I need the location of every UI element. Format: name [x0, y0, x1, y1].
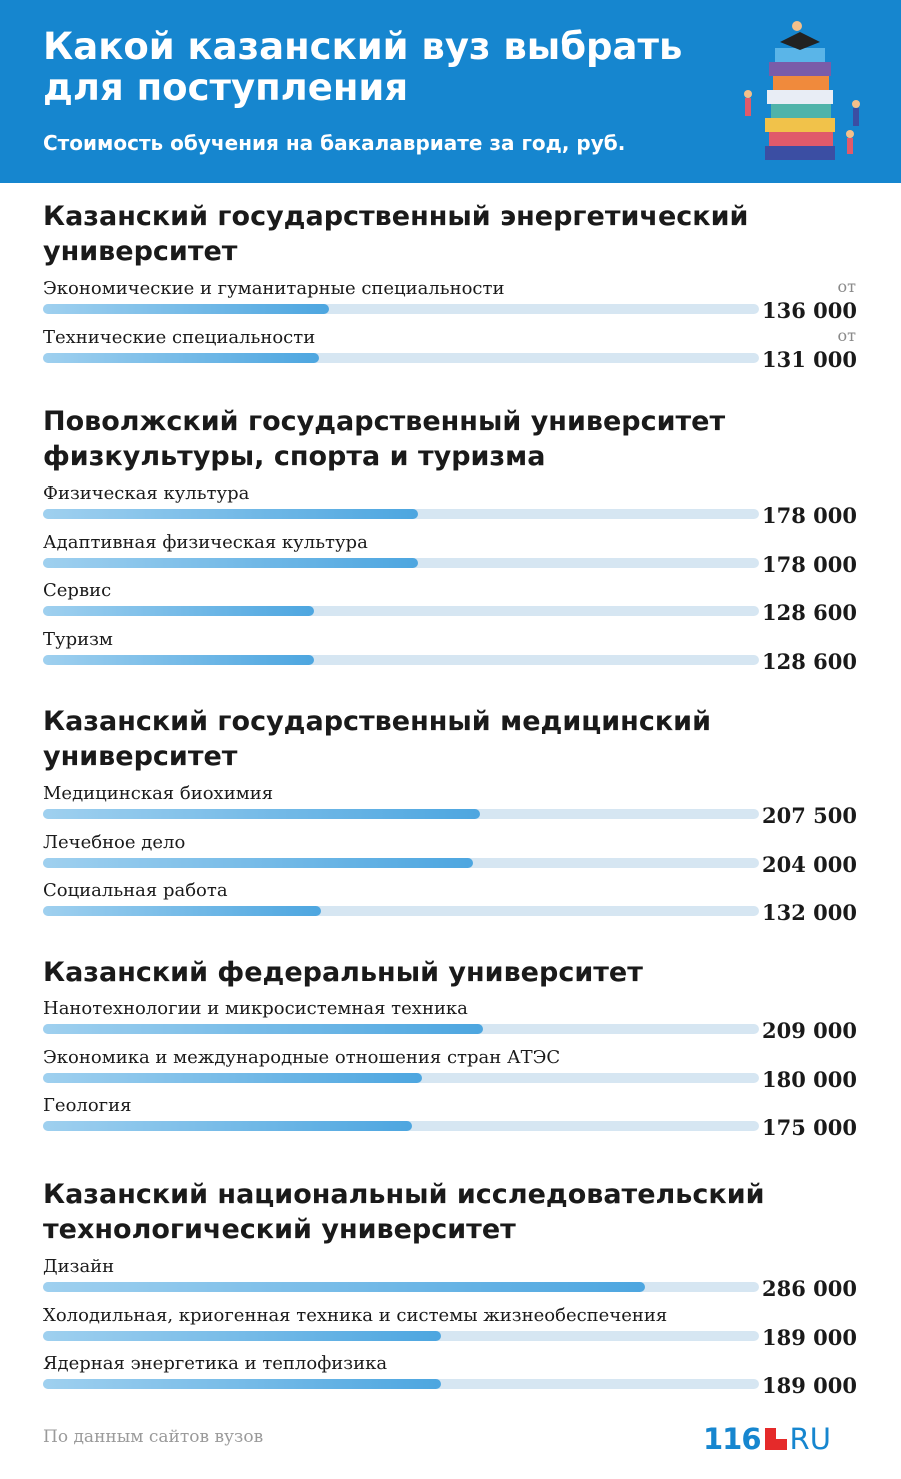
program-row: [0, 880, 901, 928]
bar-fill: [43, 558, 418, 568]
university-title: Поволжский государственный университет физкультуры, спорта и туризма: [43, 406, 726, 472]
bar-fill: [43, 809, 480, 819]
bar-fill: [43, 1121, 412, 1131]
program-row: [0, 1256, 901, 1304]
price-value: 132 000: [762, 900, 857, 925]
price-value: 207 500: [762, 803, 857, 828]
program-label: Сервис: [43, 580, 112, 601]
program-label: Социальная работа: [43, 880, 228, 901]
bar-fill: [43, 353, 319, 363]
program-row: [0, 1047, 901, 1095]
program-label: Физическая культура: [43, 483, 250, 504]
logo-number: 116: [703, 1422, 761, 1456]
program-label: Геология: [43, 1095, 132, 1116]
university-title: Казанский государственный энергетический университет: [43, 201, 749, 267]
program-row: [0, 1095, 901, 1143]
bar-track: [43, 558, 759, 568]
program-row: [0, 483, 901, 531]
price-value: 180 000: [762, 1066, 857, 1092]
program-label: Дизайн: [43, 1256, 115, 1277]
bar-fill: [43, 906, 321, 916]
bar-fill: [43, 655, 314, 665]
university-title: Казанский федеральный университет: [43, 957, 643, 988]
program-label: Ядерная энергетика и теплофизика: [43, 1353, 388, 1374]
header-banner: [0, 0, 901, 183]
bar-track: [43, 1121, 759, 1131]
price-value: 128 600: [762, 600, 857, 625]
program-label: Экономические и гуманитарные специальности: [43, 278, 505, 299]
program-label: Туризм: [43, 628, 113, 650]
logo-suffix: RU: [789, 1422, 831, 1456]
bar-fill: [43, 1331, 441, 1341]
bar-track: [43, 1073, 759, 1083]
bar-track: [43, 809, 759, 819]
price-value: 136 000: [762, 298, 857, 323]
bar-fill: [43, 1024, 483, 1034]
bar-fill: [43, 858, 473, 868]
source-note: По данным сайтов вузов: [43, 1427, 264, 1447]
program-label: Медицинская биохимия: [43, 783, 274, 804]
page-title: Какой казанский вуз выбрать для поступления: [43, 25, 683, 109]
logo-square-icon: [765, 1428, 787, 1450]
bar-fill: [43, 1379, 441, 1389]
program-row: [0, 783, 901, 831]
program-label: Холодильная, криогенная техника и системы жизнеобеспечения: [43, 1304, 668, 1326]
bar-track: [43, 858, 759, 868]
price-value: 131 000: [762, 346, 857, 372]
price-value: 178 000: [762, 551, 857, 577]
program-row: [0, 327, 901, 375]
program-row: [0, 278, 901, 326]
price-value: 178 000: [762, 503, 857, 528]
page-subtitle: Стоимость обучения на бакалавриате за год, руб.: [43, 131, 626, 155]
bar-fill: [43, 1282, 645, 1292]
program-row: [0, 532, 901, 580]
program-row: [0, 629, 901, 677]
university-title: Казанский национальный исследовательский технологический университет: [43, 1179, 765, 1245]
bar-fill: [43, 509, 418, 519]
bar-track: [43, 509, 759, 519]
bar-track: [43, 606, 759, 616]
brand-logo: [703, 1422, 831, 1456]
bar-track: [43, 655, 759, 665]
price-prefix: от: [837, 277, 856, 296]
price-prefix: от: [837, 325, 856, 345]
price-value: 189 000: [762, 1324, 857, 1350]
program-label: Технические специальности: [43, 326, 316, 348]
program-label: Экономика и международные отношения стран АТЭС: [43, 1046, 561, 1068]
program-label: Лечебное дело: [43, 831, 186, 853]
price-value: 189 000: [762, 1373, 857, 1398]
program-label: Адаптивная физическая культура: [43, 531, 368, 553]
bar-track: [43, 1024, 759, 1034]
program-row: [0, 832, 901, 880]
university-title: Казанский государственный медицинский университет: [43, 706, 711, 772]
program-row: [0, 580, 901, 628]
price-value: 204 000: [762, 851, 857, 877]
books-stack-icon: [735, 18, 875, 168]
bar-fill: [43, 606, 314, 616]
bar-fill: [43, 1073, 422, 1083]
bar-track: [43, 1331, 759, 1341]
bar-track: [43, 304, 759, 314]
program-label: Нанотехнологии и микросистемная техника: [43, 998, 468, 1019]
bar-track: [43, 353, 759, 363]
price-value: 128 600: [762, 648, 857, 674]
program-row: [0, 1305, 901, 1353]
bar-track: [43, 906, 759, 916]
bar-track: [43, 1379, 759, 1389]
bar-track: [43, 1282, 759, 1292]
price-value: 209 000: [762, 1018, 857, 1043]
bar-fill: [43, 304, 329, 314]
price-value: 175 000: [762, 1115, 857, 1140]
program-row: [0, 998, 901, 1046]
program-row: [0, 1353, 901, 1401]
price-value: 286 000: [762, 1276, 857, 1301]
